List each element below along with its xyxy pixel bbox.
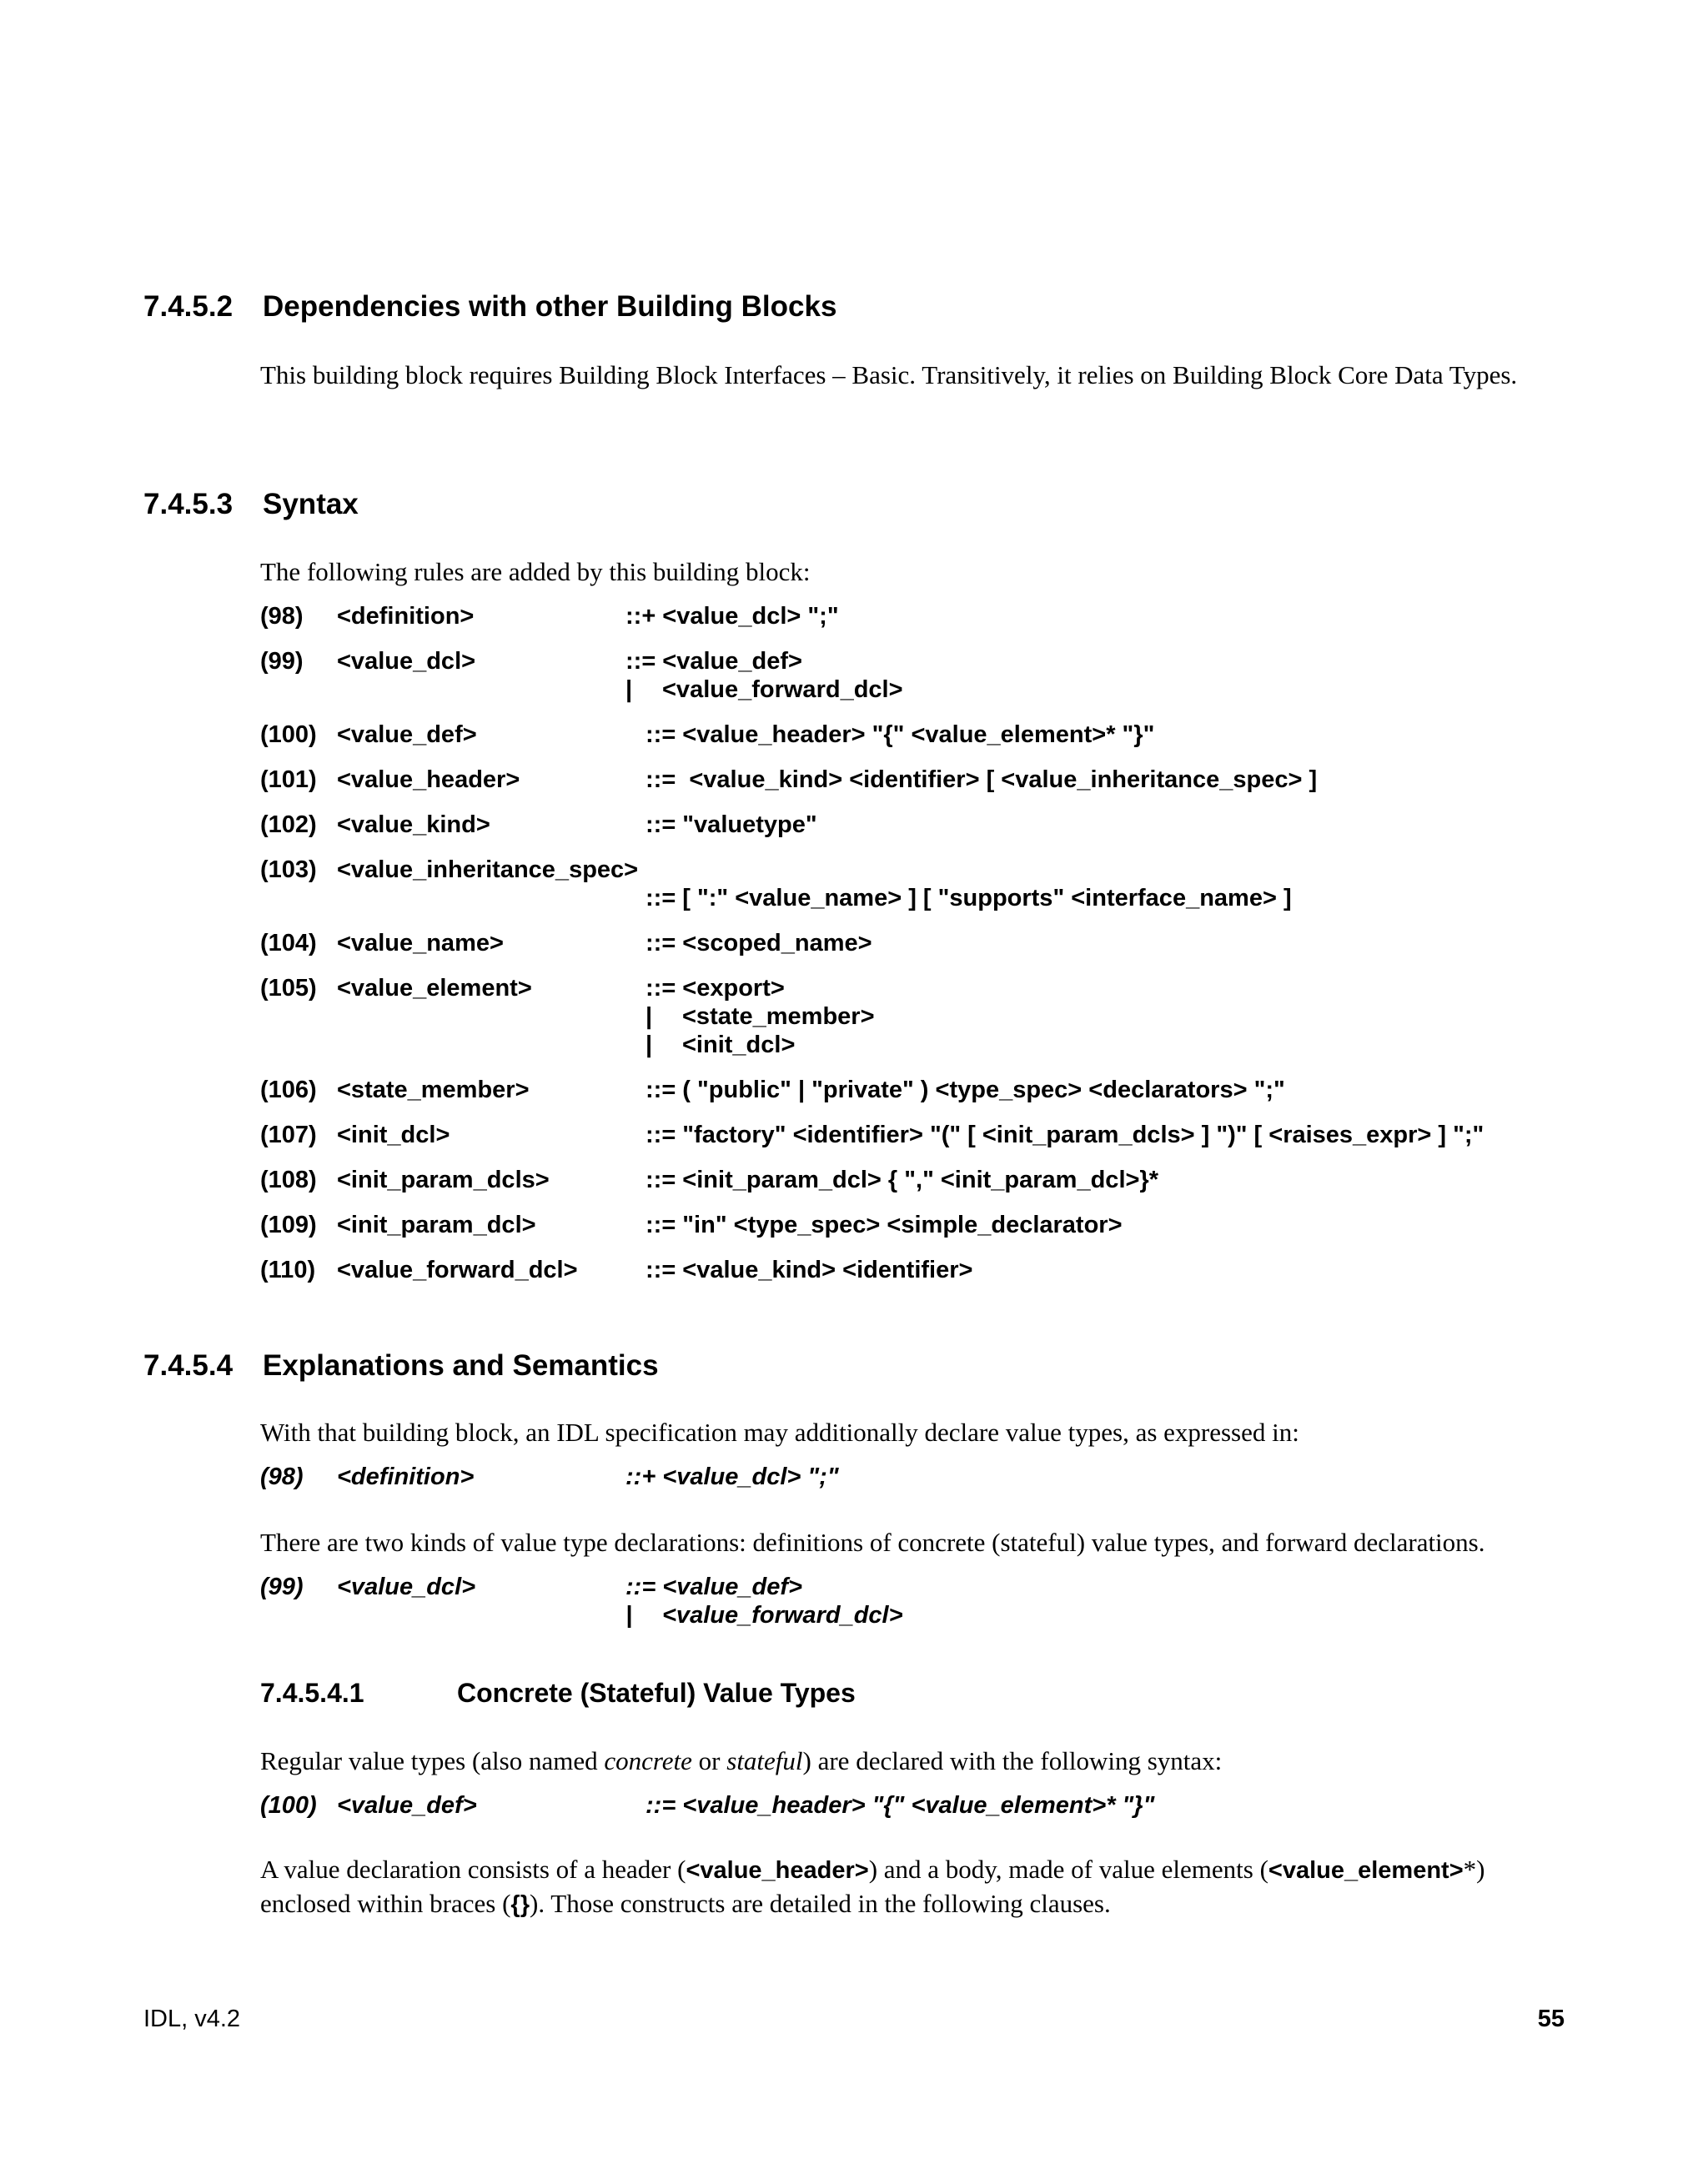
rule-number: (108) bbox=[260, 1167, 317, 1193]
footer-page-number: 55 bbox=[1537, 2006, 1565, 2032]
rule-lhs: <value_def> bbox=[337, 1792, 477, 1819]
rule-rhs: ::= "factory" <identifier> "(" [ <init_param_dcls> ] ")" [ <raises_expr> ] ";" bbox=[646, 1122, 1484, 1148]
section-number: 7.4.5.2 bbox=[143, 290, 234, 323]
text-run: Regular value types (also named bbox=[260, 1746, 605, 1775]
section-number: 7.4.5.3 bbox=[143, 488, 234, 520]
rule-number: (103) bbox=[260, 856, 317, 883]
section-number: 7.4.5.4 bbox=[143, 1349, 234, 1382]
dependencies-paragraph: This building block requires Building Block Interfaces – Basic. Transitively, it relies on Building Block Core Data Types. bbox=[260, 360, 1518, 389]
rule-lhs: <state_member> bbox=[337, 1077, 530, 1103]
rule-number: (98) bbox=[260, 1464, 304, 1490]
alternative-value: <value_forward_dcl> bbox=[662, 676, 903, 703]
rule-lhs: <value_name> bbox=[337, 930, 504, 956]
rule-number: (105) bbox=[260, 975, 317, 1002]
rule-lhs: <value_inheritance_spec> bbox=[337, 856, 639, 883]
rule-number: (109) bbox=[260, 1212, 317, 1238]
rule-lhs: <init_dcl> bbox=[337, 1122, 450, 1148]
rule-rhs: ::= <value_header> "{" <value_element>* "}" bbox=[646, 721, 1155, 748]
alternative-bar: | bbox=[625, 1602, 633, 1629]
rule-rhs: ::= <value_def> bbox=[625, 648, 802, 675]
rule-number: (110) bbox=[260, 1257, 316, 1283]
code-value-element: <value_element> bbox=[1268, 1857, 1464, 1884]
rule-lhs: <value_header> bbox=[337, 766, 520, 793]
rule-rhs: ::= "valuetype" bbox=[646, 811, 817, 838]
rule-rhs: ::= <value_kind> <identifier> [ <value_inheritance_spec> ] bbox=[646, 766, 1318, 793]
rule-rhs: ::= <value_def> bbox=[625, 1574, 802, 1600]
semantics-intro-paragraph: With that building block, an IDL specification may additionally declare value types, as expressed in: bbox=[260, 1418, 1299, 1447]
alternative-value: <value_forward_dcl> bbox=[662, 1602, 903, 1629]
rule-rhs: ::= ( "public" | "private" ) <type_spec> <declarators> ";" bbox=[646, 1077, 1285, 1103]
text-run: A value declaration consists of a header ( bbox=[260, 1855, 686, 1884]
rule-rhs: ::= "in" <type_spec> <simple_declarator> bbox=[646, 1212, 1123, 1238]
rule-lhs: <definition> bbox=[337, 1464, 475, 1490]
rule-rhs: ::= <init_param_dcl> { "," <init_param_dcl>}* bbox=[646, 1167, 1159, 1193]
syntax-intro-paragraph: The following rules are added by this building block: bbox=[260, 557, 811, 586]
rule-lhs: <value_def> bbox=[337, 721, 477, 748]
rule-lhs: <value_dcl> bbox=[337, 648, 476, 675]
text-run: ) are declared with the following syntax: bbox=[802, 1746, 1223, 1775]
rule-lhs: <init_param_dcls> bbox=[337, 1167, 550, 1193]
rule-number: (98) bbox=[260, 603, 304, 630]
alternative-value: <state_member> bbox=[682, 1003, 875, 1030]
regular-value-types-paragraph bbox=[260, 1745, 1561, 1778]
rule-rhs: ::= <scoped_name> bbox=[646, 930, 872, 956]
rule-number: (104) bbox=[260, 930, 317, 956]
rule-lhs: <definition> bbox=[337, 603, 475, 630]
code-braces: {} bbox=[510, 1891, 530, 1918]
value-declaration-paragraph bbox=[260, 1853, 1561, 1921]
rule-rhs: ::= <value_kind> <identifier> bbox=[646, 1257, 973, 1283]
text-run: *) enclosed within braces ( bbox=[260, 1855, 1485, 1918]
rule-number: (102) bbox=[260, 811, 317, 838]
rule-rhs: ::+ <value_dcl> ";" bbox=[625, 603, 839, 630]
rule-lhs: <init_param_dcl> bbox=[337, 1212, 536, 1238]
section-title: Syntax bbox=[263, 488, 359, 520]
rule-lhs: <value_element> bbox=[337, 975, 532, 1002]
emphasis-concrete: concrete bbox=[604, 1746, 692, 1775]
rule-number: (99) bbox=[260, 648, 304, 675]
rule-number: (99) bbox=[260, 1574, 304, 1600]
two-kinds-paragraph: There are two kinds of value type declarations: definitions of concrete (stateful) value types, and forward declarations. bbox=[260, 1528, 1485, 1557]
emphasis-stateful: stateful bbox=[726, 1746, 803, 1775]
section-title: Dependencies with other Building Blocks bbox=[263, 290, 837, 323]
section-title: Concrete (Stateful) Value Types bbox=[457, 1678, 856, 1708]
rule-rhs: ::= <value_header> "{" <value_element>* "}" bbox=[646, 1792, 1155, 1819]
rule-number: (107) bbox=[260, 1122, 317, 1148]
rule-lhs: <value_forward_dcl> bbox=[337, 1257, 578, 1283]
alternative-bar: | bbox=[625, 676, 633, 703]
footer-document-version: IDL, v4.2 bbox=[143, 2006, 241, 2032]
rule-number: (101) bbox=[260, 766, 317, 793]
rule-rhs: ::+ <value_dcl> ";" bbox=[625, 1464, 839, 1490]
code-value-header: <value_header> bbox=[686, 1857, 869, 1884]
alternative-value: <init_dcl> bbox=[682, 1032, 796, 1058]
rule-rhs: ::= [ ":" <value_name> ] [ "supports" <interface_name> ] bbox=[646, 885, 1292, 911]
rule-lhs: <value_kind> bbox=[337, 811, 490, 838]
text-run: ) and a body, made of value elements ( bbox=[868, 1855, 1268, 1884]
alternative-bar: | bbox=[646, 1032, 653, 1058]
rule-number: (100) bbox=[260, 721, 317, 748]
rule-rhs: ::= <export> bbox=[646, 975, 785, 1002]
rule-number: (106) bbox=[260, 1077, 317, 1103]
rule-number: (100) bbox=[260, 1792, 317, 1819]
alternative-bar: | bbox=[646, 1003, 653, 1030]
text-run: ). Those constructs are detailed in the following clauses. bbox=[530, 1889, 1111, 1918]
text-run: or bbox=[691, 1746, 727, 1775]
section-number: 7.4.5.4.1 bbox=[260, 1678, 364, 1708]
rule-lhs: <value_dcl> bbox=[337, 1574, 476, 1600]
section-title: Explanations and Semantics bbox=[263, 1349, 659, 1382]
